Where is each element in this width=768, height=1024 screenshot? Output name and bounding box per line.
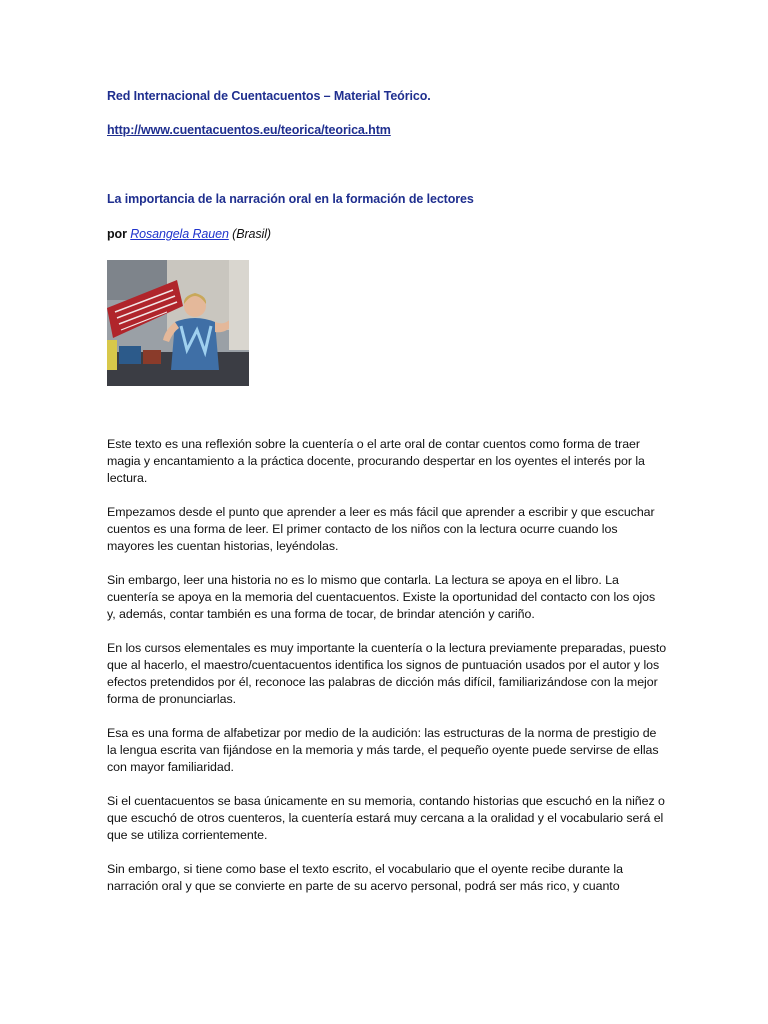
author-link[interactable]: Rosangela Rauen <box>130 227 229 241</box>
article-body <box>107 436 667 912</box>
paragraph: Si el cuentacuentos se basa únicamente en su memoria, contando historias que escuchó en la niñez o que escuchó de otros cuenteros, la cuentería estará muy cercana a la oralidad y el vocabulario será el que se utiliza corrientemente. <box>107 794 665 842</box>
article-title: La importancia de la narración oral en la formación de lectores <box>107 192 474 206</box>
byline-prefix: por <box>107 227 127 241</box>
author-photo <box>107 260 249 386</box>
byline <box>107 227 271 241</box>
paragraph: Sin embargo, si tiene como base el texto escrito, el vocabulario que el oyente recibe durante la narración oral y que se convierte en parte de su acervo personal, podrá ser más rico, y cuanto <box>107 862 623 893</box>
paragraph: Sin embargo, leer una historia no es lo mismo que contarla. La lectura se apoya en el libro. La cuentería se apoya en la memoria del cuentacuentos. Existe la oportunidad del contacto con los ojos y, además, contar también es una forma de tocar, de brindar atención y cariño. <box>107 573 656 621</box>
source-link[interactable]: http://www.cuentacuentos.eu/teorica/teorica.htm <box>107 123 391 137</box>
paragraph: En los cursos elementales es muy importante la cuentería o la lectura previamente preparadas, puesto que al hacerlo, el maestro/cuentacuentos identifica los signos de puntuación usados por el autor y los efectos pretendidos por él, reconoce las palabras de dicción más difícil, familiarizándose con la mejor forma de pronunciarlas. <box>107 641 667 706</box>
photo-icon <box>107 260 249 386</box>
paragraph: Empezamos desde el punto que aprender a leer es más fácil que aprender a escribir y que escuchar cuentos es una forma de leer. El primer contacto de los niños con la lectura ocurre cuando los mayores les cuentan historias, leyéndolas. <box>107 505 655 553</box>
paragraph: Este texto es una reflexión sobre la cuentería o el arte oral de contar cuentos como forma de traer magia y encantamiento a la práctica docente, procurando despertar en los oyentes el interés por la lectura. <box>107 437 645 485</box>
author-country: (Brasil) <box>232 227 271 241</box>
header-title: Red Internacional de Cuentacuentos – Material Teórico. <box>107 89 431 103</box>
paragraph: Esa es una forma de alfabetizar por medio de la audición: las estructuras de la norma de prestigio de la lengua escrita van fijándose en la memoria y más tarde, el pequeño oyente puede servirse de ellas con mayor familiaridad. <box>107 726 659 774</box>
